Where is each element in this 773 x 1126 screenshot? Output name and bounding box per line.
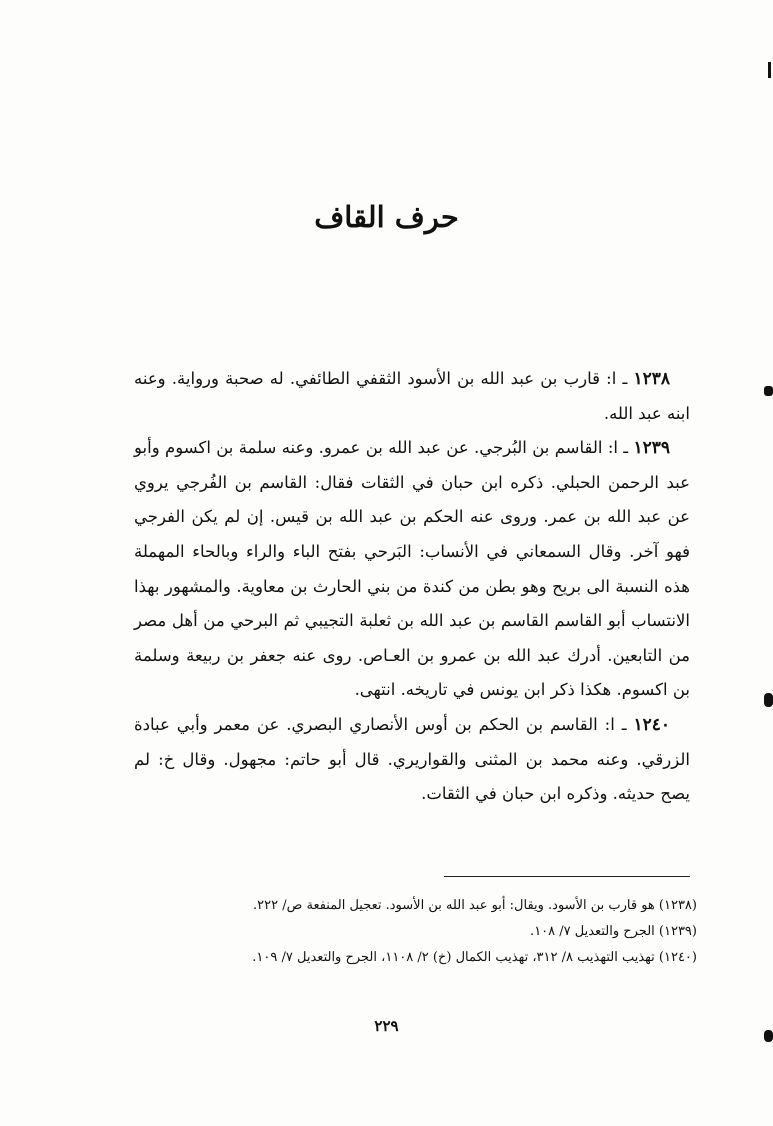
scan-edge-mark — [764, 386, 773, 396]
entries-body — [134, 362, 690, 812]
entry-text: ـ ا: قارب بن عبد الله بن الأسود الثقفي الطائفي. له صحبة ورواية. وعنه ابنه عبد الله. — [134, 369, 690, 423]
entry — [134, 708, 690, 812]
entry-number: ١٢٣٩ — [633, 438, 670, 459]
page-number: ٢٢٩ — [374, 1017, 399, 1035]
entry-number: ١٢٣٨ — [633, 369, 670, 389]
footnotes — [131, 893, 697, 971]
footnote-separator — [444, 876, 690, 877]
footnote: (١٢٣٩) الجرح والتعديل ٧/ ١٠٨. — [530, 924, 697, 939]
scan-edge-mark — [764, 693, 773, 707]
footnote: (١٢٤٠) تهذيب التهذيب ٨/ ٣١٢، تهذيب الكمال (خ) ٢/ ١١٠٨، الجرح والتعديل ٧/ ١٠٩. — [252, 950, 697, 965]
entry — [134, 431, 690, 708]
scan-edge-mark — [768, 62, 771, 78]
entry-text: ـ ا: القاسم بن الحكم بن أوس الأنصاري البصري. عن معمر وأبي عبادة الزرقي. وعنه محمد بن المثنى والقواريري. قال أبو حاتم: مجهول. وقال خ: لم يصح حديثه. وذكره ابن حبان في الثقات. — [134, 714, 690, 804]
footnote: (١٢٣٨) هو قارب بن الأسود. ويقال: أبو عبد الله بن الأسود. تعجيل المنفعة ص/ ٢٢٢. — [253, 898, 697, 913]
entry — [134, 362, 690, 431]
entry-text: ـ ا: القاسم بن البُرجي. عن عبد الله بن عمرو. وعنه سلمة بن اكسوم وأبو عبد الرحمن الحبلي. ذكره ابن حبان في الثقات فقال: القاسم بن الفُرجي يروي عن عبد الله بن عمر. وروى عنه الحكم بن عبد الله بن قيس. إن لم يكن الفرجي فهو آخر. وقال السمعاني في الأنساب: البَرحي بفتح الباء والراء وبالحاء المهملة هذه النسبة الى بريح وهو بطن من كندة من بني الحارث بن معاوية. والمشهور بهذا الانتساب أبو القاسم القاسم بن عبد الله بن ثعلبة التجيبي ثم البرحي من أهل مصر من التابعين. أدرك عبد الله بن عمرو بن العـاص. روى عنه جعفر بن ربيعة وسلمة بن اكسوم. هكذا ذكر ابن يونس في تاريخه. انتهى. — [134, 438, 690, 700]
page-heading: حرف القاف — [314, 200, 459, 234]
entry-number: ١٢٤٠ — [633, 714, 670, 735]
